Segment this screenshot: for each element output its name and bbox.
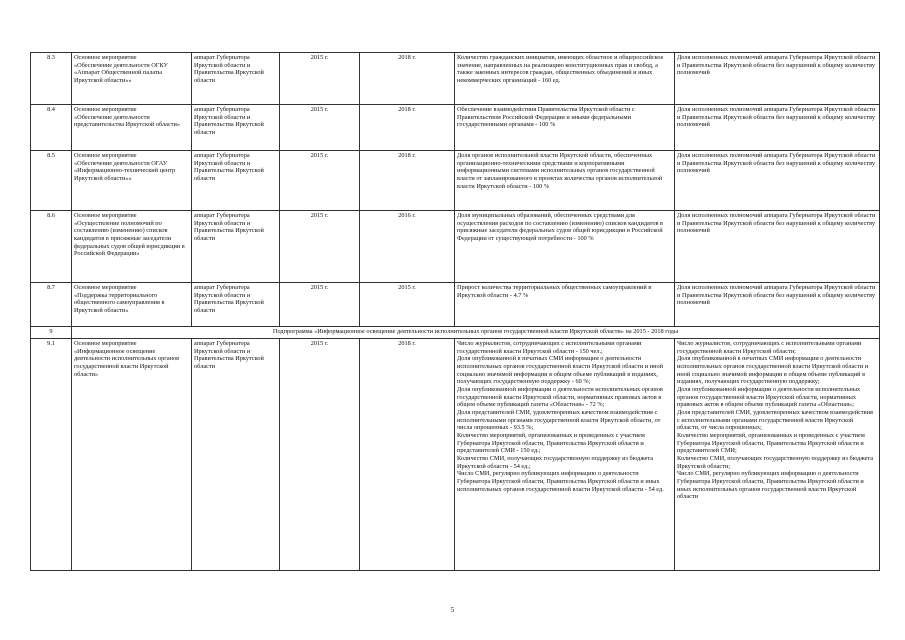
indicator-cell: Число журналистов, сотрудничающих с исполнительными органами государственной власти Иркутской области - 150 чел.; Доля опубликованной в печатных СМИ информации о деятельности исполнительных органов государственной власти Иркутской области и иной социально значимой информации в общем объеме публикаций в изданиях, получающих государственную поддержку - 60 %; Доля опубликованной информации о деятельности исполнительных органов государственной власти Иркутской области, нормативных правовых актов в общем объеме публикаций газеты «Областная» - 72 %; Доля представителей СМИ, удовлетворенных качеством взаимодействия с исполнительными органами государственной власти Иркутской области, от числа опрошенных - 93.5 %; Количество мероприятий, организованных и проведенных с участием Губернатора Иркутской области, Правительства Иркутской области и представителей СМИ - 150 ед.; Количество СМИ, получающих государственную поддержку из бюджета Иркутской области - 54 ед.; Число СМИ, регулярно публикующих информацию о деятельности Губернатора Иркутской области, Правительства Иркутской области и иных исполнительных органов государственной власти Иркутской области - 54 ед. — [455, 339, 675, 571]
executor-cell: аппарат Губернатора Иркутской области и Правительства Иркутской области — [192, 105, 280, 151]
executor-cell: аппарат Губернатора Иркутской области и Правительства Иркутской области — [192, 283, 280, 327]
page-number: 5 — [450, 606, 455, 614]
program-table — [30, 52, 880, 571]
subprogram-title: Подпрограмма «Информационное освещение деятельности исполнительных органов государственной власти Иркутской области» на 2015 - 2018 годы — [72, 327, 880, 339]
row-number: 8.4 — [31, 105, 72, 151]
executor-cell: аппарат Губернатора Иркутской области и Правительства Иркутской области — [192, 339, 280, 571]
row-number: 8.3 — [31, 53, 72, 105]
start-year-cell: 2015 г. — [280, 339, 360, 571]
table-row — [31, 105, 880, 151]
event-cell: Основное мероприятие «Обеспечение деятельности ОГАУ «Информационно-технический центр Иркутской области»» — [72, 151, 192, 211]
table-row — [31, 53, 880, 105]
table-row — [31, 283, 880, 327]
indicator-cell: Обеспечение взаимодействия Правительства Иркутской области с Правительством Российской Федерации и иными федеральными государственными органами - 100 % — [455, 105, 675, 151]
indicator-cell: Прирост количества территориальных общественных самоуправлений в Иркутской области - 4.7 % — [455, 283, 675, 327]
result-cell: Доля исполненных полномочий аппарата Губернатора Иркутской области и Правительства Иркутской области без нарушений к общему количеству полномочий — [675, 151, 880, 211]
start-year-cell: 2015 г. — [280, 283, 360, 327]
result-cell: Число журналистов, сотрудничающих с исполнительными органами государственной власти Иркутской области; Доля опубликованной в печатных СМИ информации о деятельности исполнительных органов государственной власти Иркутской области и иной социально значимой информации в общем объеме публикаций в изданиях, получающих государственную поддержку; Доля опубликованной информации о деятельности исполнительных органов государственной власти Иркутской области, нормативных правовых актов в общем объеме публикаций газеты «Областная»; Доля представителей СМИ, удовлетворенных качеством взаимодействия с исполнительными органами государственной власти Иркутской области, от числа опрошенных; Количество мероприятий, организованных и проведенных с участием Губернатора Иркутской области, Правительства Иркутской области и представителей СМИ; Количество СМИ, получающих государственную поддержку из бюджета Иркутской области; Число СМИ, регулярно публикующих информацию о деятельности Губернатора Иркутской области, Правительства Иркутской области и иных исполнительных органов государственной власти Иркутской области — [675, 339, 880, 571]
end-year-cell: 2018 г. — [360, 53, 455, 105]
event-cell: Основное мероприятие «Обеспечение деятельности представительства Иркутской области» — [72, 105, 192, 151]
row-number: 8.5 — [31, 151, 72, 211]
indicator-cell: Доля органов исполнительной власти Иркутской области, обеспеченных организационно-техническими средствами и корпоративными информационными системами исполнительных органов государственной власти от запланированного в проектах количества органов исполнительной власти Иркутской области - 100 % — [455, 151, 675, 211]
end-year-cell: 2015 г. — [360, 283, 455, 327]
start-year-cell: 2015 г. — [280, 105, 360, 151]
result-cell: Доля исполненных полномочий аппарата Губернатора Иркутской области и Правительства Иркутской области без нарушений к общему количеству полномочий — [675, 283, 880, 327]
indicator-cell: Количество гражданских инициатив, имеющих областное и общероссийское значение, направленных на реализацию конституционных прав и свобод, а также законных интересов граждан, общественных объединений и иных некоммерческих организаций - 160 ед. — [455, 53, 675, 105]
subprogram-row — [31, 327, 880, 339]
result-cell: Доля исполненных полномочий аппарата Губернатора Иркутской области и Правительства Иркутской области без нарушений к общему количеству полномочий — [675, 211, 880, 283]
event-cell: Основное мероприятие «Обеспечение деятельности ОГКУ «Аппарат Общественной палаты Иркутской области»» — [72, 53, 192, 105]
row-number: 9.1 — [31, 339, 72, 571]
start-year-cell: 2015 г. — [280, 53, 360, 105]
executor-cell: аппарат Губернатора Иркутской области и Правительства Иркутской области — [192, 151, 280, 211]
end-year-cell: 2018 г. — [360, 151, 455, 211]
event-cell: Основное мероприятие «Поддержка территориального общественного самоуправления в Иркутской области» — [72, 283, 192, 327]
result-cell: Доля исполненных полномочий аппарата Губернатора Иркутской области и Правительства Иркутской области без нарушений к общему количеству полномочий — [675, 105, 880, 151]
executor-cell: аппарат Губернатора Иркутской области и Правительства Иркутской области — [192, 53, 280, 105]
table-row — [31, 211, 880, 283]
end-year-cell: 2018 г. — [360, 339, 455, 571]
row-number: 8.7 — [31, 283, 72, 327]
document-page — [30, 52, 879, 571]
start-year-cell: 2015 г. — [280, 151, 360, 211]
event-cell: Основное мероприятие «Осуществление полномочий по составлению (изменению) списков кандидатов в присяжные заседатели федеральных судов общей юрисдикции в Российской Федерации» — [72, 211, 192, 283]
end-year-cell: 2018 г. — [360, 105, 455, 151]
row-number: 8.6 — [31, 211, 72, 283]
event-cell: Основное мероприятие «Информационное освещение деятельности исполнительных органов государственной власти Иркутской области» — [72, 339, 192, 571]
end-year-cell: 2016 г. — [360, 211, 455, 283]
executor-cell: аппарат Губернатора Иркутской области и Правительства Иркутской области — [192, 211, 280, 283]
start-year-cell: 2015 г. — [280, 211, 360, 283]
table-row — [31, 151, 880, 211]
row-number: 9 — [31, 327, 72, 339]
table-row — [31, 339, 880, 571]
indicator-cell: Доля муниципальных образований, обеспеченных средствами для осуществления расходов по составлению (изменению) списков кандидатов в присяжные заседатели федеральных судов общей юрисдикции в Российской Федерации от существующей потребности - 100 % — [455, 211, 675, 283]
result-cell: Доля исполненных полномочий аппарата Губернатора Иркутской области и Правительства Иркутской области без нарушений к общему количеству полномочий — [675, 53, 880, 105]
